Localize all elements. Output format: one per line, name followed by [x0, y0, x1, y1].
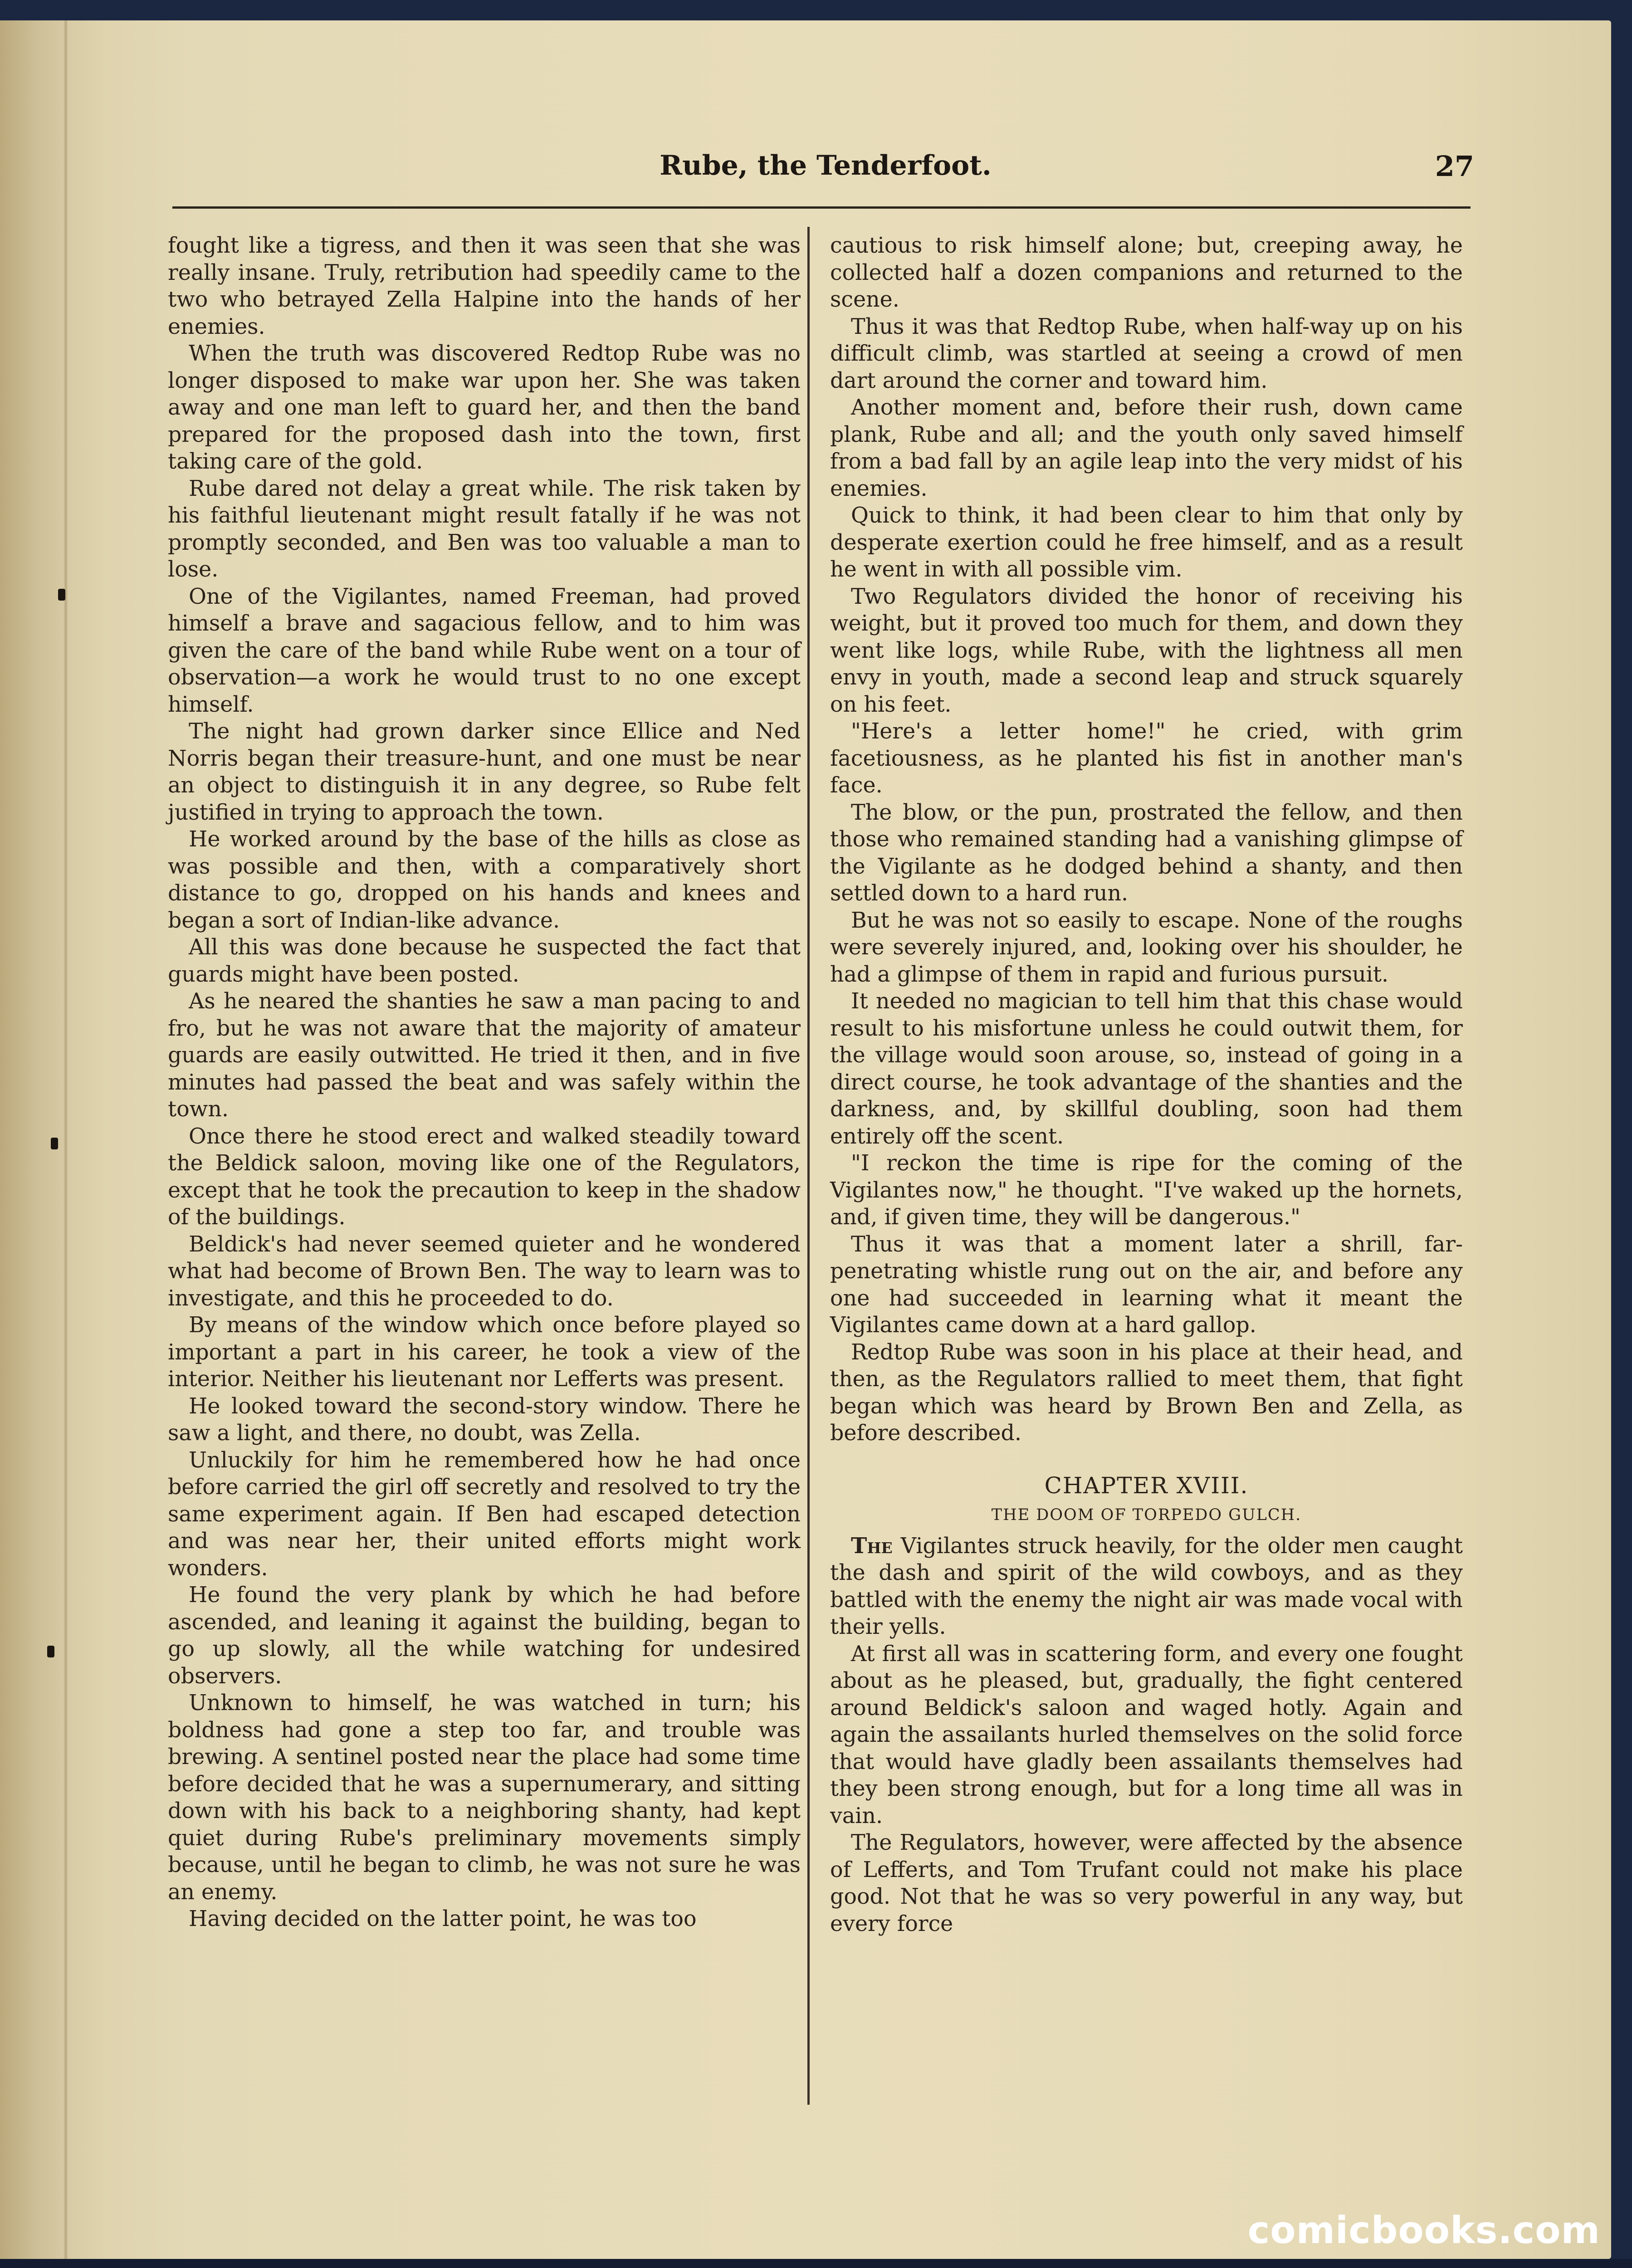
- paragraph: The night had grown darker since Ellice and Ned Norris began their treasure-hunt, and one must be near an object to distinguish it in any degree, so Rube felt justified in trying to approach the town.: [168, 719, 801, 825]
- page-number: 27: [1435, 150, 1474, 183]
- paragraph: Rube dared not delay a great while. The risk taken by his faithful lieutenant might result fatally if he was not promptly seconded, and Ben was too valuable a man to lose.: [168, 476, 801, 582]
- paragraph: He looked toward the second-story window. There he saw a light, and there, no doubt, was Zella.: [168, 1393, 801, 1446]
- site-watermark: comicbooks.com: [1247, 2209, 1600, 2252]
- paragraph: At first all was in scattering form, and every one fought about as he pleased, but, gradually, the fight centered around Beldick's saloon and waged hotly. Again and again the assailants hurled themselves on the solid force that would have gladly been assailants themselves had they been strong enough, but for a long time all was in vain.: [830, 1641, 1463, 1828]
- paragraph: Having decided on the latter point, he was too: [189, 1906, 697, 1931]
- paragraph: But he was not so easily to escape. None of the roughs were severely injured, and, looking over his shoulder, he had a glimpse of them in rapid and furious pursuit.: [830, 908, 1463, 987]
- paragraph-text: Vigilantes struck heavily, for the older men caught the dash and spirit of the wild cowboys, and as they battled with the enemy the night air was made vocal with their yells.: [830, 1533, 1463, 1639]
- paragraph: It needed no magician to tell him that this chase would result to his misfortune unless he could outwit them, for the village would soon arouse, so, instead of going in a direct course, he took advantage of the shanties and the darkness, and, by skillful doubling, soon had them entirely off the scent.: [830, 989, 1463, 1149]
- binding-hole-mark: [47, 1646, 54, 1657]
- column-divider: [807, 227, 810, 2105]
- paragraph: "I reckon the time is ripe for the coming of the Vigilantes now," he thought. "I've waked up the hornets, and, if given time, they will be dangerous.": [830, 1151, 1463, 1230]
- paragraph: The Regulators, however, were affected by the absence of Lefferts, and Tom Trufant could not make his place good. Not that he was so very powerful in any way, but every force: [830, 1830, 1463, 1936]
- header-rule: [172, 206, 1471, 209]
- paragraph: He found the very plank by which he had before ascended, and leaning it against the building, began to go up slowly, all the while watching for undesired observers.: [168, 1583, 801, 1689]
- paragraph: When the truth was discovered Redtop Rube was no longer disposed to make war upon her. She was taken away and one man left to guard her, and then the band prepared for the proposed dash into the town, first taking care of the gold.: [168, 341, 801, 474]
- paragraph: Two Regulators divided the honor of receiving his weight, but it proved too much for them, and down they went like logs, while Rube, with the lightness all men envy in youth, made a second leap and struck squarely on his feet.: [830, 584, 1463, 717]
- paragraph: [830, 1533, 1463, 1641]
- paragraph: By means of the window which once before played so important a part in his career, he took a view of the interior. Neither his lieutenant nor Lefferts was present.: [168, 1313, 801, 1392]
- paragraph: Unluckily for him he remembered how he had once before carried the girl off secretly and resolved to try the same experiment again. If Ben had escaped detection and was near her, their united efforts might work wonders.: [168, 1447, 801, 1581]
- binding-hole-mark: [58, 589, 65, 601]
- paragraph: The blow, or the pun, prostrated the fellow, and then those who remained standing had a vanishing glimpse of the Vigilante as he dodged behind a shanty, and then settled down to a hard run.: [830, 800, 1463, 906]
- chapter-heading: CHAPTER XVIII.: [1044, 1472, 1249, 1499]
- left-column: [168, 232, 801, 1933]
- paragraph: He worked around by the base of the hills as close as was possible and then, with a comparatively short distance to go, dropped on his hands and knees and began a sort of Indian-like advance.: [168, 827, 801, 933]
- paragraph: Thus it was that Redtop Rube, when half-way up on his difficult climb, was startled at seeing a crowd of men dart around the corner and toward him.: [830, 314, 1463, 393]
- chapter-subtitle: THE DOOM OF TORPEDO GULCH.: [991, 1506, 1302, 1524]
- paragraph: fought like a tigress, and then it was seen that she was really insane. Truly, retribution had speedily came to the two who betrayed Zella Halpine into the hands of her enemies.: [168, 233, 801, 339]
- paragraph: Quick to think, it had been clear to him that only by desperate exertion could he free himself, and as a result he went in with all possible vim.: [830, 503, 1463, 582]
- paragraph: Redtop Rube was soon in his place at their head, and then, as the Regulators rallied to meet them, that fight began which was heard by Brown Ben and Zella, as before described.: [830, 1339, 1463, 1446]
- paragraph: Beldick's had never seemed quieter and he wondered what had become of Brown Ben. The way to learn was to investigate, and this he proceeded to do.: [168, 1232, 801, 1311]
- running-header: [177, 150, 1474, 191]
- paragraph: One of the Vigilantes, named Freeman, had proved himself a brave and sagacious fellow, and to him was given the care of the band while Rube went on a tour of observation—a work he would trust to no one except himself.: [168, 584, 801, 717]
- lead-word: The: [851, 1533, 893, 1559]
- paragraph: Thus it was that a moment later a shrill, far-penetrating whistle rung out on the air, and before any one had succeeded in learning what it meant the Vigilantes came down at a hard gallop.: [830, 1232, 1463, 1338]
- binding-hole-mark: [51, 1138, 58, 1149]
- paragraph: Another moment and, before their rush, down came plank, Rube and all; and the youth only saved himself from a bad fall by an agile leap into the very midst of his enemies.: [830, 395, 1463, 501]
- right-column: [830, 232, 1463, 1937]
- scan-background: [0, 2259, 1632, 2268]
- running-title: Rube, the Tenderfoot.: [660, 150, 992, 181]
- paragraph: cautious to risk himself alone; but, creeping away, he collected half a dozen companions and returned to the scene.: [830, 233, 1463, 312]
- page-fold: [64, 20, 68, 2259]
- paragraph: Unknown to himself, he was watched in turn; his boldness had gone a step too far, and trouble was brewing. A sentinel posted near the place had some time before decided that he was a supernumerary, and sitting down with his back to a neighboring shanty, had kept quiet during Rube's preliminary movements simply because, until he began to climb, he was not sure he was an enemy.: [168, 1691, 801, 1905]
- paragraph: As he neared the shanties he saw a man pacing to and fro, but he was not aware that the majority of amateur guards are easily outwitted. He tried it then, and in five minutes had passed the beat and was safely within the town.: [168, 989, 801, 1122]
- paragraph: "Here's a letter home!" he cried, with grim facetiousness, as he planted his fist in another man's face.: [830, 719, 1463, 798]
- paragraph: Once there he stood erect and walked steadily toward the Beldick saloon, moving like one of the Regulators, except that he took the precaution to keep in the shadow of the buildings.: [168, 1124, 801, 1230]
- paragraph: All this was done because he suspected the fact that guards might have been posted.: [168, 935, 801, 987]
